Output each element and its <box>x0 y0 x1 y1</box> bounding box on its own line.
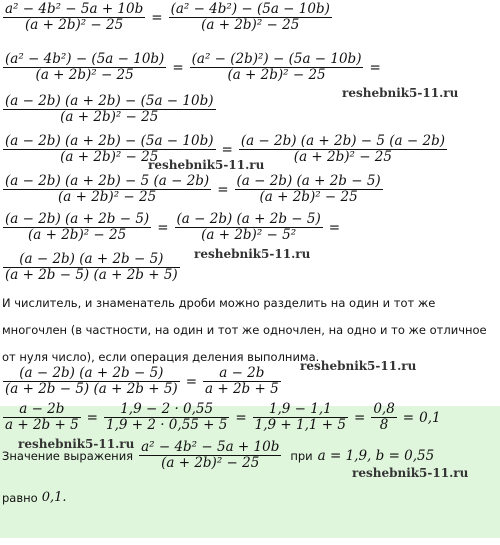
math-line-5: $\frac{(a - 2b) (a + 2b) - 5 (a - 2b)}{\text{(a + 2b)² − 25}}$ = $\frac{(a - 2b) (a + 2b - 5)}{\text{(a + 2b)² − 25}}$ <box>5 173 381 205</box>
fraction: $\frac{a - 2b}{a + 2b + 5}$ <box>5 401 79 433</box>
watermark: reshebnik5-11.ru <box>194 247 311 261</box>
fraction: $\frac{(a - 2b) (a + 2b - 5)}{\text{(a + 2b)² − 25}}$ <box>236 173 381 205</box>
watermark: reshebnik5-11.ru <box>300 359 417 373</box>
math-line-2: $\frac{\text{(a² − 4b²) − (5a − 10b)}}{\text{(a + 2b)² − 25}}$ = $\frac{\text{(a² − (2b)²) − (5a − 10b)}}{\text{(a + 2b)² − 25}}$ = <box>5 51 381 83</box>
fraction: $\frac{(a - 2b) (a + 2b - 5)}{\text{(a + 2b)² − 25}}$ <box>5 211 150 243</box>
watermark: reshebnik5-11.ru <box>342 86 459 100</box>
fraction: $\frac{a - 2b}{a + 2b + 5}$ <box>205 365 279 397</box>
watermark: reshebnik5-11.ru <box>18 437 135 451</box>
math-line-8: $\frac{(a - 2b) (a + 2b - 5)}{(a + 2b - 5) (a + 2b + 5)}$ = $\frac{a - 2b}{a + 2b + 5}$ <box>5 365 279 397</box>
fraction: $\frac{(a - 2b) (a + 2b) - 5 (a - 2b)}{\text{(a + 2b)² − 25}}$ <box>240 133 445 165</box>
fraction: $\frac{(a - 2b) (a + 2b - 5)}{(a + 2b - 5) (a + 2b + 5)}$ <box>5 365 178 397</box>
answer-result: равно 0,1. <box>2 490 67 505</box>
watermark: reshebnik5-11.ru <box>352 466 469 480</box>
math-line-4: $\frac{(a - 2b) (a + 2b) - (5a - 10b)}{\text{(a + 2b)² − 25}}$ = $\frac{(a - 2b) (a + 2b) - 5 (a - 2b)}{\text{(a + 2b)² − 25}}$ <box>5 133 445 165</box>
fraction: $\frac{(a - 2b) (a + 2b) - (5a - 10b)}{\text{(a + 2b)² − 25}}$ <box>5 133 214 165</box>
explanation-line-1: И числитель, и знаменатель дроби можно разделить на один и тот же <box>2 296 436 310</box>
fraction: $\frac{\text{(a² − 4b²) − (5a − 10b)}}{\text{(a + 2b)² − 25}}$ <box>170 1 330 33</box>
fraction: $\frac{(a - 2b) (a + 2b - 5)}{\text{(a + 2b)² − 5²}}$ <box>176 211 321 243</box>
fraction: $\frac{0,8}{8}$ <box>373 401 395 433</box>
fraction: $\frac{\text{a² − 4b² − 5a + 10b}}{\text{(a + 2b)² − 25}}$ <box>5 1 144 33</box>
math-line-7 <box>2 252 181 283</box>
math-line-3 <box>2 94 217 125</box>
math-line-9: $\frac{a - 2b}{a + 2b + 5}$ = $\frac{1,9 - 2 \cdot 0,55}{1,9 + 2 \cdot 0,55 + 5}$ = $\frac{1,9 - 1,1}{1,9 + 1,1 + 5}$ = $\frac{0,8}{8}$ = 0,1 <box>5 401 441 433</box>
fraction: $\frac{(a - 2b) (a + 2b) - 5 (a - 2b)}{\text{(a + 2b)² − 25}}$ <box>5 173 210 205</box>
explanation-line-2: многочлен (в частности, на один и тот же одночлен, на одно и то же отличное <box>2 323 487 337</box>
fraction: $\frac{(a - 2b) (a + 2b) - (5a - 10b)}{\text{(a + 2b)² − 25}}$ <box>5 93 214 125</box>
math-line-6: $\frac{(a - 2b) (a + 2b - 5)}{\text{(a + 2b)² − 25}}$ = $\frac{(a - 2b) (a + 2b - 5)}{\text{(a + 2b)² − 5²}}$ = <box>5 211 341 243</box>
fraction: $\frac{1,9 - 1,1}{1,9 + 1,1 + 5}$ <box>254 401 346 433</box>
answer-fraction: $\frac{\text{a² − 4b² − 5a + 10b}}{\text{(a + 2b)² − 25}}$ <box>141 439 280 471</box>
watermark: reshebnik5-11.ru <box>148 158 265 172</box>
fraction: $\frac{\text{(a² − 4b²) − (5a − 10b)}}{\text{(a + 2b)² − 25}}$ <box>5 51 165 83</box>
fraction: $\frac{(a - 2b) (a + 2b - 5)}{(a + 2b - 5) (a + 2b + 5)}$ <box>5 251 178 283</box>
answer-line: Значение выражения $\frac{\text{a² − 4b² − 5a + 10b}}{\text{(a + 2b)² − 25}}$ при a = 1,9, b = 0,55 <box>2 439 435 471</box>
fraction: $\frac{\text{(a² − (2b)²) − (5a − 10b)}}{\text{(a + 2b)² − 25}}$ <box>191 51 362 83</box>
math-line-1: $\frac{\text{a² − 4b² − 5a + 10b}}{\text{(a + 2b)² − 25}}$ = $\frac{\text{(a² − 4b²) − (5a − 10b)}}{\text{(a + 2b)² − 25}}$ <box>5 1 330 33</box>
fraction: $\frac{1,9 - 2 \cdot 0,55}{1,9 + 2 \cdot 0,55 + 5}$ <box>105 401 228 433</box>
explanation-line-3: от нуля число), если операция деления выполнима. <box>2 350 320 364</box>
